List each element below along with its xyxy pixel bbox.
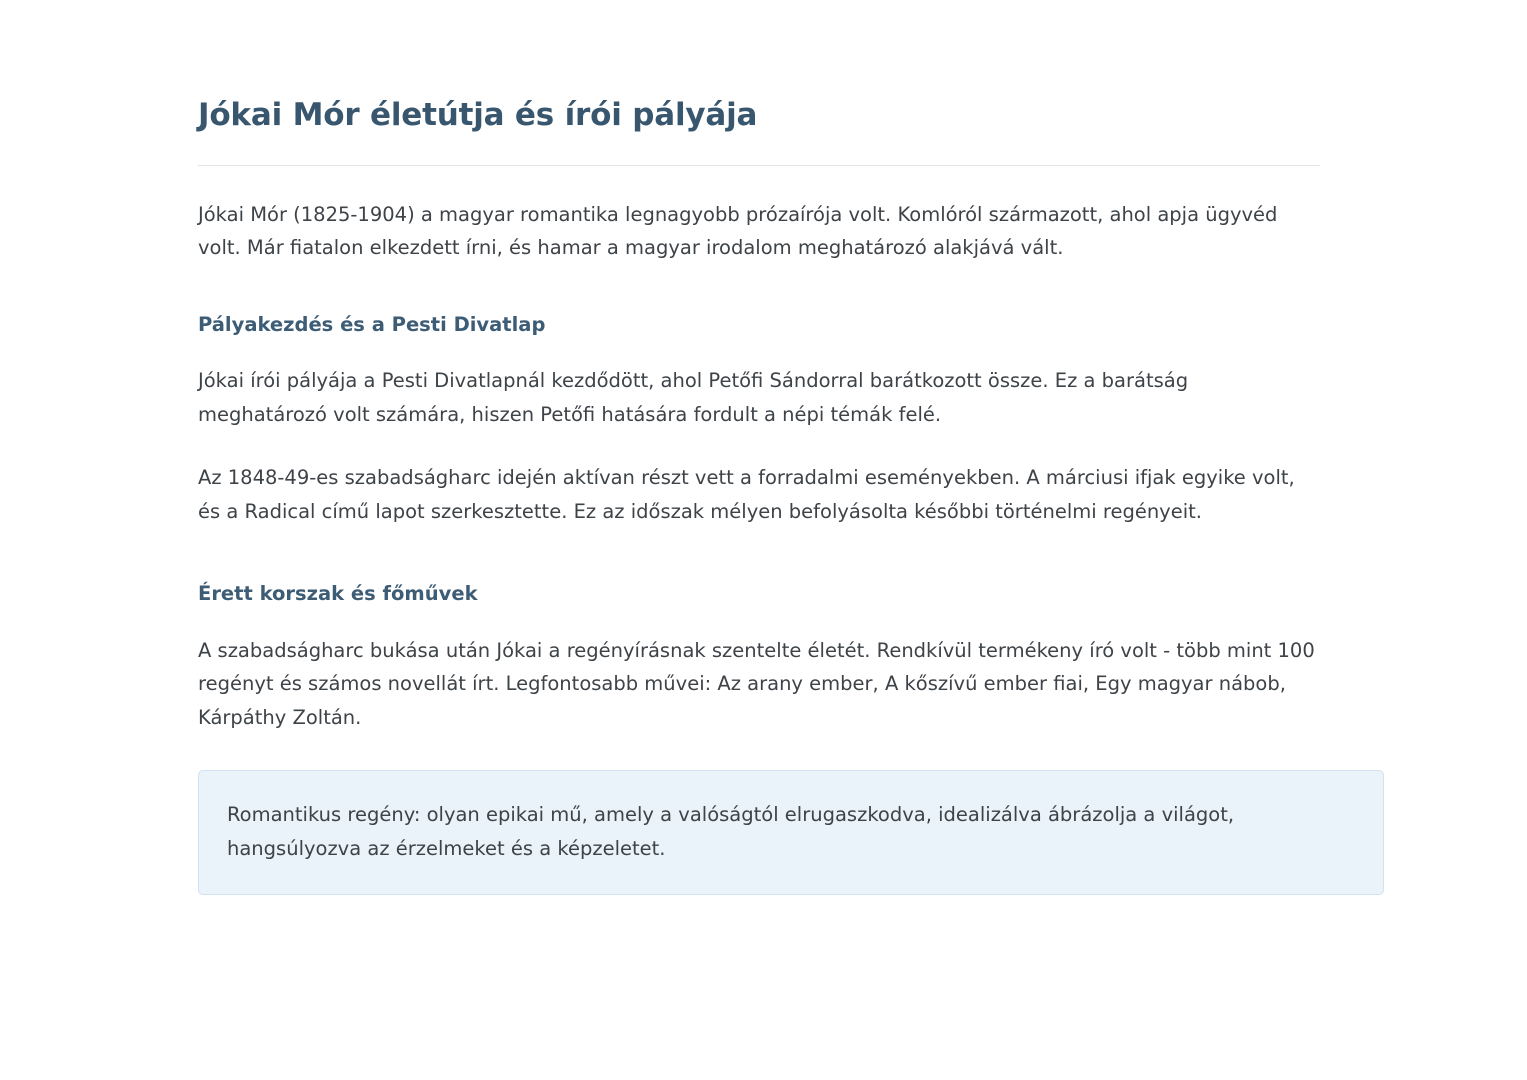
callout-text: Romantikus regény: olyan epikai mű, amely a valóságtól elrugaszkodva, idealizálva ábrázolja a világot, hangsúlyozva az érzelmeket és a képzeletet. [227, 803, 1235, 860]
intro-paragraph: Jókai Mór (1825-1904) a magyar romantika legnagyobb prózaírója volt. Komlóról származott, ahol apja ügyvéd volt. Már fiatalon elkezdett írni, és hamar a magyar irodalom meghatározó alakjává vált. [198, 202, 1278, 260]
page-title: Jókai Mór életútja és írói pályája [198, 97, 758, 133]
definition-callout [198, 770, 1384, 895]
section-paragraph: A szabadságharc bukása után Jókai a regényírásnak szentelte életét. Rendkívül termékeny író volt - több mint 100 regényt és számos novellát írt. Legfontosabb művei: Az arany ember, A kőszívű ember fiai, Egy magyar nábob, Kárpáthy Zoltán. [198, 638, 1315, 729]
section-heading-palyakezdes: Pályakezdés és a Pesti Divatlap [198, 312, 546, 336]
section-paragraph: Az 1848-49-es szabadságharc idején aktívan részt vett a forradalmi eseményekben. A márciusi ifjak egyike volt, és a Radical című lapot szerkesztette. Ez az időszak mélyen befolyásolta későbbi történelmi regényeit. [198, 466, 1295, 523]
title-divider [198, 165, 1320, 166]
section-heading-erett-korszak: Érett korszak és főművek [198, 582, 478, 606]
section-paragraph: Jókai írói pályája a Pesti Divatlapnál kezdődött, ahol Petőfi Sándorral barátkozott össze. Ez a barátság meghatározó volt számára, hiszen Petőfi hatására fordult a népi témák felé. [198, 369, 1189, 426]
